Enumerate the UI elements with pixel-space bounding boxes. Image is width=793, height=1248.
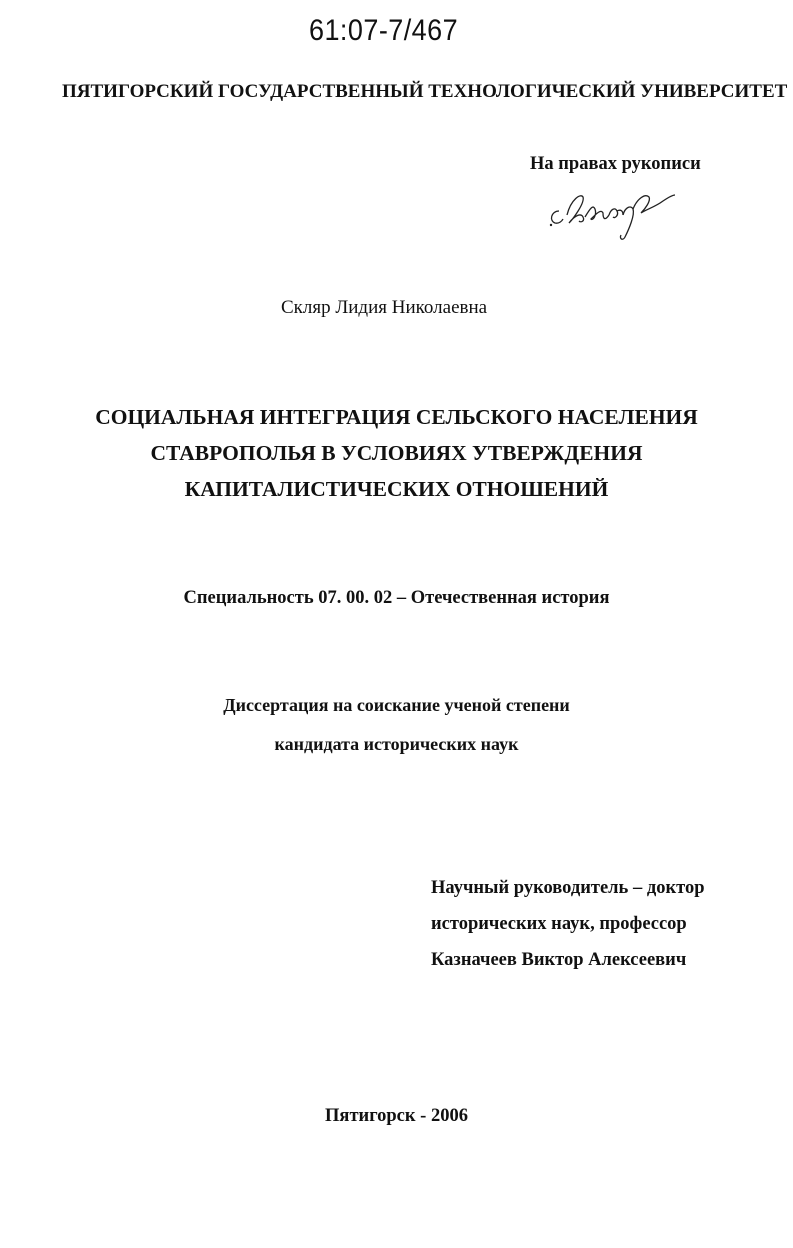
catalog-number: 61:07-7/467 [309,14,459,47]
advisor-line-3: Казначеев Виктор Алексеевич [431,950,687,970]
degree-line-2: кандидата исторических наук [274,734,519,754]
specialty: Специальность 07. 00. 02 – Отечественная история [183,588,610,608]
dissertation-title-line-2: СТАВРОПОЛЬЯ В УСЛОВИЯХ УТВЕРЖДЕНИЯ [150,441,643,465]
degree-line-1: Диссертация на соискание ученой степени [223,695,570,715]
author-name: Скляр Лидия Николаевна [281,297,488,318]
dissertation-title-line-3: КАПИТАЛИСТИЧЕСКИХ ОТНОШЕНИЙ [184,477,609,501]
advisor-line-2: исторических наук, профессор [431,914,687,934]
signature [545,185,680,245]
dissertation-title-line-1: СОЦИАЛЬНАЯ ИНТЕГРАЦИЯ СЕЛЬСКОГО НАСЕЛЕНИЯ [95,405,698,429]
manuscript-note: На правах рукописи [530,154,701,174]
university-name: ПЯТИГОРСКИЙ ГОСУДАРСТВЕННЫЙ ТЕХНОЛОГИЧЕСКИЙ УНИВЕРСИТЕТ [62,81,788,102]
city-year: Пятигорск - 2006 [325,1106,468,1126]
advisor-line-1: Научный руководитель – доктор [431,878,705,898]
